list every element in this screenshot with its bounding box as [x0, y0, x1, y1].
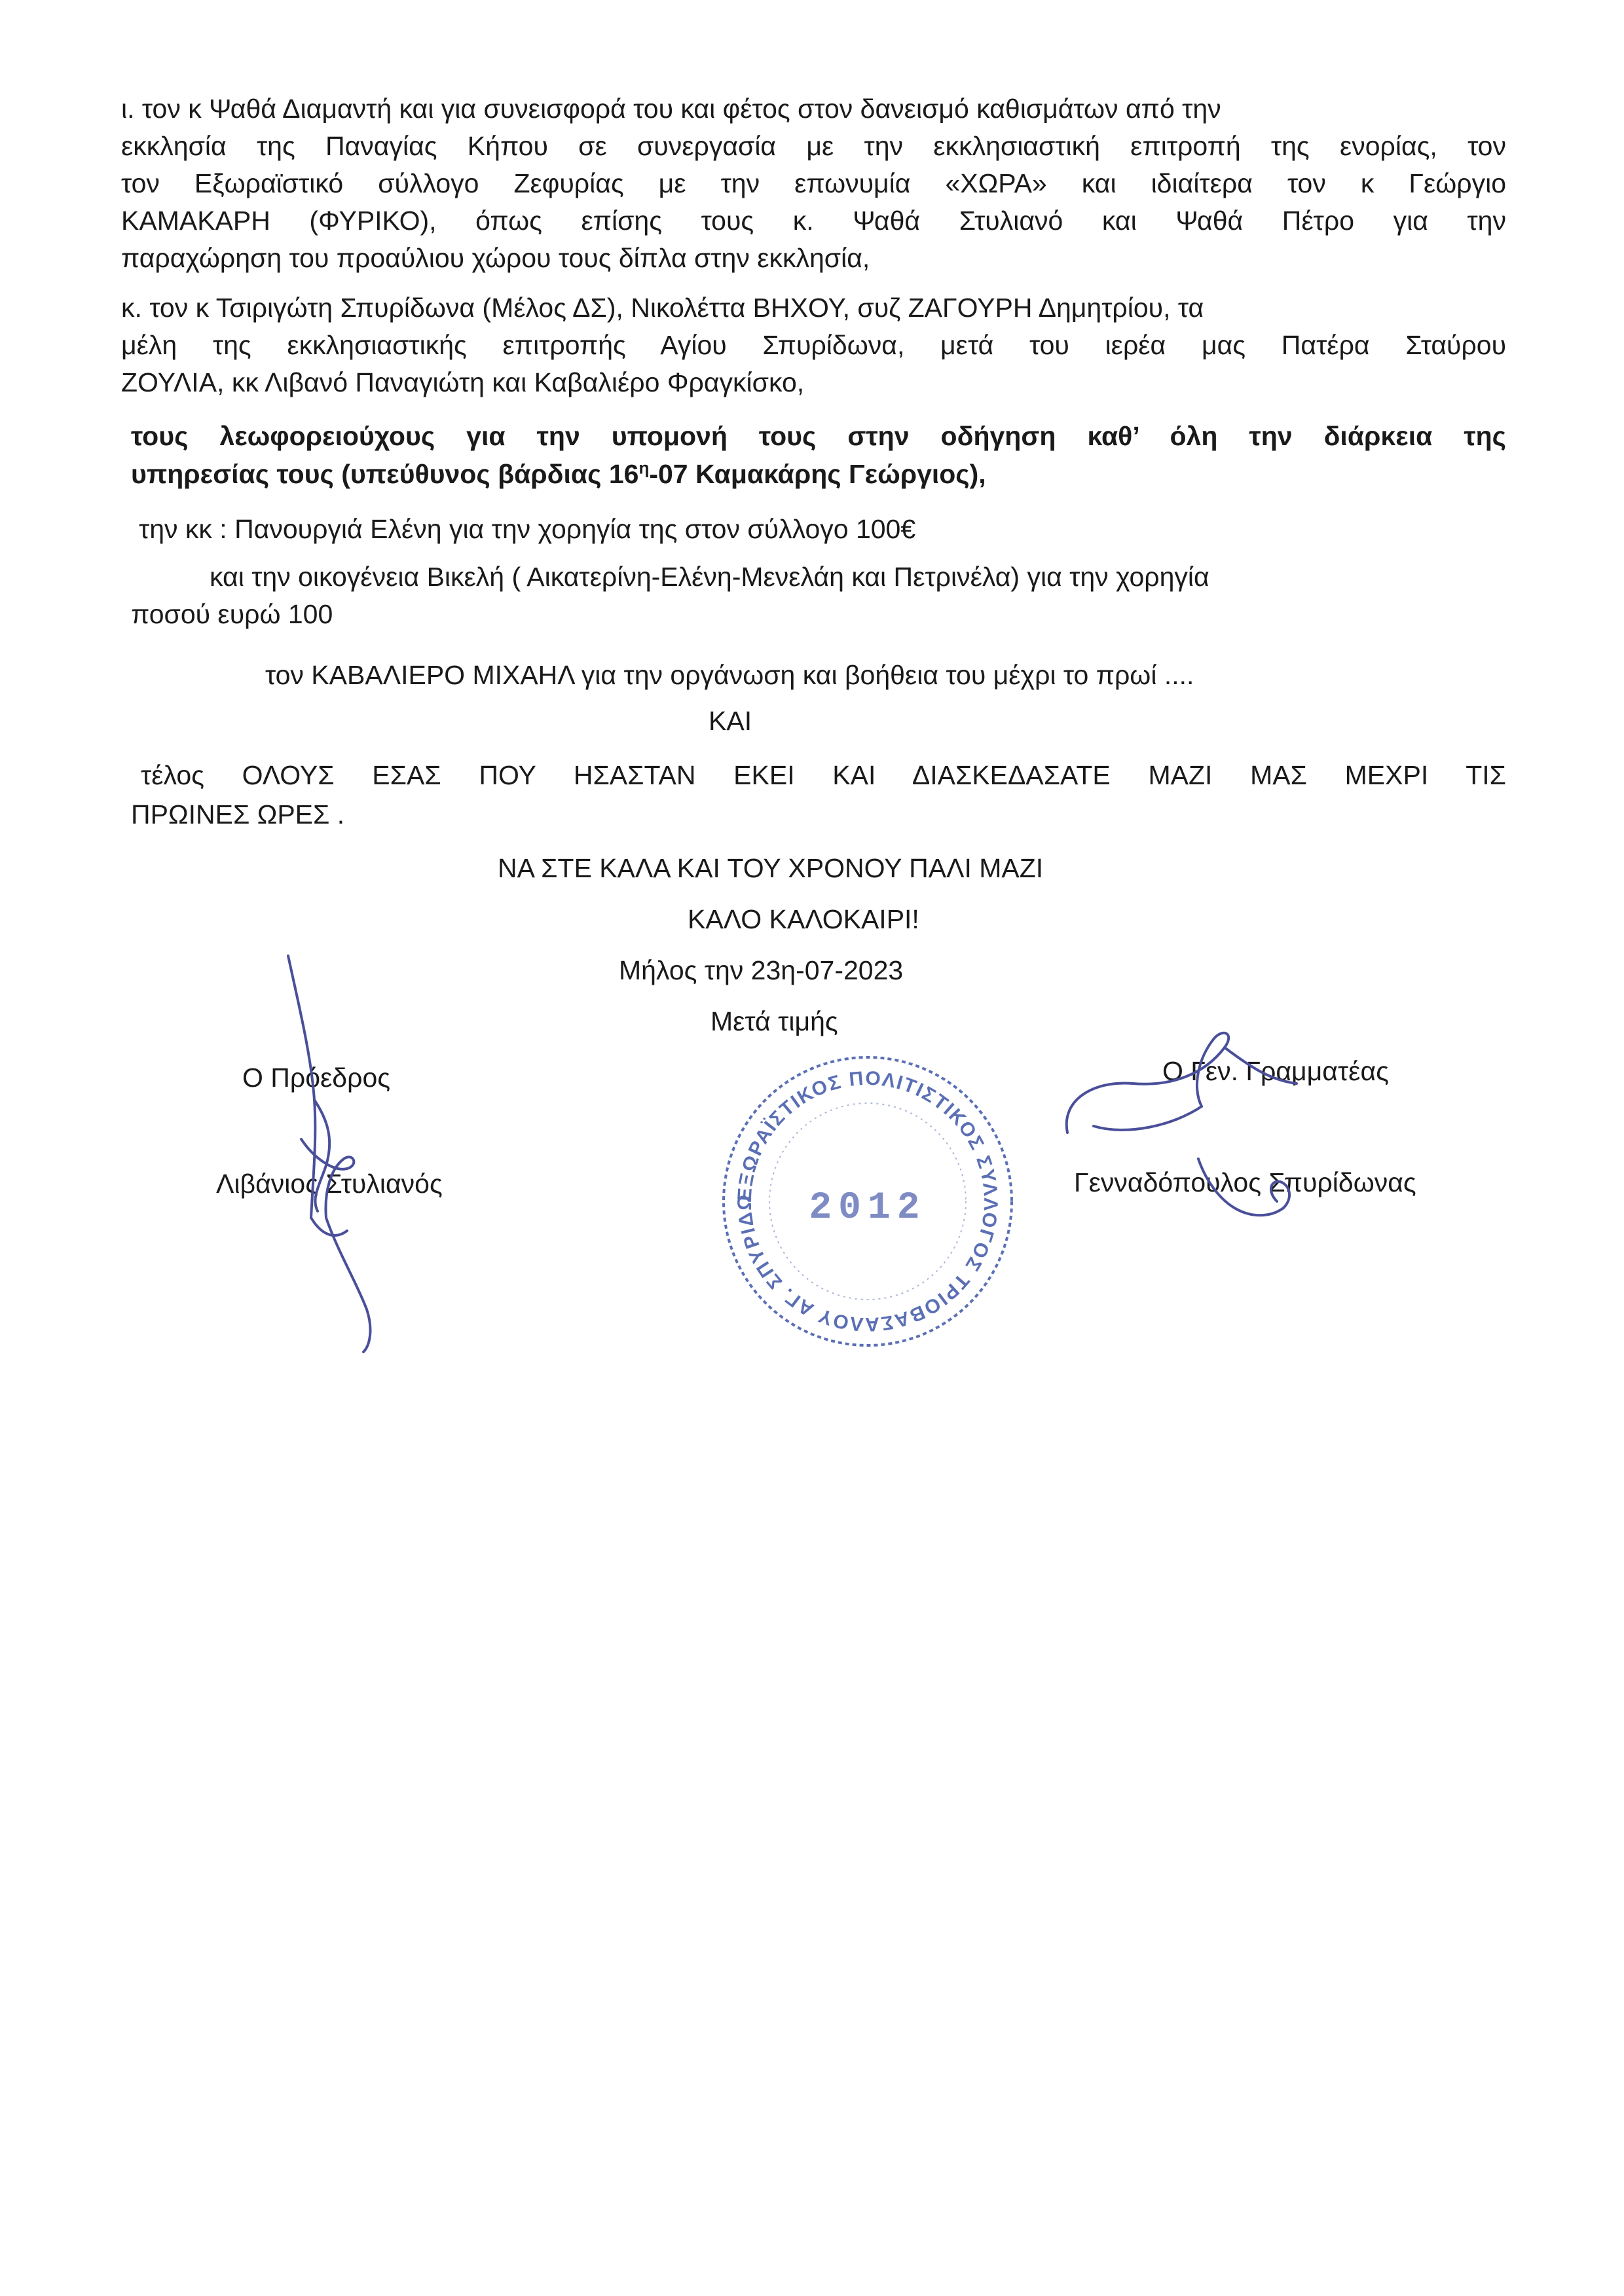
closing-place-date: Μήλος την 23η-07-2023	[619, 955, 904, 985]
paragraph-k-marker: κ.	[121, 293, 142, 323]
paragraph-sponsor-2-line-2: ποσού ευρώ 100	[131, 599, 333, 629]
paragraph-i-line-3: τον Εξωραϊστικό σύλλογο Ζεφυρίας με την επωνυμία «ΧΩΡΑ» και ιδιαίτερα τον κ Γεώργιο	[121, 168, 1506, 198]
closing-summer: ΚΑΛΟ ΚΑΛΟΚΑΙΡΙ!	[688, 904, 919, 934]
secretary-signature-icon	[1054, 1021, 1329, 1237]
paragraph-michail: τον ΚΑΒΑΛΙΕΡΟ ΜΙΧΑΗΛ για την οργάνωση και βοήθεια του μέχρι το πρωί ....	[265, 660, 1194, 690]
paragraph-i-text-1: τον κ Ψαθά Διαμαντή και για συνεισφορά του και φέτος στον δανεισμό καθισμάτων από την	[141, 94, 1221, 124]
paragraph-bus-line-2-b: -07 Καμακάρης Γεώργιος),	[649, 459, 986, 489]
paragraph-bus-line-2-a: υπηρεσίας τους (υπεύθυνος βάρδιας 16	[131, 459, 639, 489]
paragraph-k-line-3: ΖΟΥΛΙΑ, κκ Λιβανό Παναγιώτη και Καβαλιέρο Φραγκίσκο,	[121, 367, 805, 397]
organization-stamp-icon	[704, 1030, 1022, 1355]
superscript-eta: η	[638, 458, 650, 478]
paragraph-sponsor-2-line-1: και την οικογένεια Βικελή ( Αικατερίνη-Ελένη-Μενελάη και Πετρινέλα) για την χορηγία	[210, 562, 1209, 592]
paragraph-bus-line-1: τους λεωφορειούχους για την υπομονή τους στην οδήγηση καθ’ όλη την διάρκεια της	[131, 421, 1506, 451]
secretary-name: Γενναδόπουλος Σπυρίδωνας	[1074, 1167, 1416, 1197]
paragraph-i-line-5: παραχώρηση του προαύλιου χώρου τους δίπλα στην εκκλησία,	[121, 243, 870, 273]
kai-word: ΚΑΙ	[709, 706, 752, 736]
president-title: Ο Πρόεδρος	[242, 1063, 391, 1093]
paragraph-i-line-2: εκκλησία της Παναγίας Κήπου σε συνεργασία με την εκκλησιαστική επιτροπή της ενορίας, τον	[121, 131, 1506, 161]
paragraph-k-text-1: τον κ Τσιριγώτη Σπυρίδωνα (Μέλος ΔΣ), Νικολέττα ΒΗΧΟΥ, συζ ΖΑΓΟΥΡΗ Δημητρίου, τα	[149, 293, 1204, 323]
paragraph-sponsor-1: την κκ : Πανουργιά Ελένη για την χορηγία της στον σύλλογο 100€	[139, 514, 916, 544]
paragraph-final-line-2: ΠΡΩΙΝΕΣ ΩΡΕΣ .	[131, 799, 345, 829]
stamp-year: 2012	[809, 1187, 927, 1230]
paragraph-i-line-4: ΚΑΜΑΚΑΡΗ (ΦΥΡΙΚΟ), όπως επίσης τους κ. Ψαθά Στυλιανό και Ψαθά Πέτρο για την	[121, 206, 1506, 236]
paragraph-k-line-2: μέλη της εκκλησιαστικής επιτροπής Αγίου Σπυρίδωνα, μετά του ιερέα μας Πατέρα Σταύρου	[121, 330, 1506, 360]
president-name: Λιβάνιος Στυλιανός	[216, 1169, 443, 1199]
paragraph-i-marker: ι.	[121, 94, 135, 124]
paragraph-k-line-1	[121, 291, 1506, 325]
paragraph-final-line-1: τέλος ΟΛΟΥΣ ΕΣΑΣ ΠΟΥ ΗΣΑΣΤΑΝ ΕΚΕΙ ΚΑΙ ΔΙΑΣΚΕΔΑΣΑΤΕ ΜΑΖΙ ΜΑΣ ΜΕΧΡΙ ΤΙΣ	[141, 760, 1506, 790]
president-signature-icon	[249, 943, 419, 1362]
secretary-title: Ο Γεν. Γραμματέας	[1162, 1056, 1389, 1086]
paragraph-bus-line-2	[131, 457, 986, 491]
closing-wish: ΝΑ ΣΤΕ ΚΑΛΑ ΚΑΙ ΤΟΥ ΧΡΟΝΟΥ ΠΑΛΙ ΜΑΖΙ	[498, 853, 1044, 883]
closing-regards: Μετά τιμής	[710, 1006, 838, 1036]
paragraph-i-line-1	[121, 92, 1506, 126]
stamp-ring-text: ΕΞΩΡΑΪΣΤΙΚΟΣ ΠΟΛΙΤΙΣΤΙΚΟΣ ΣΥΛΛΟΓΟΣ ΤΡΙΟΒΑΣΑΛΟΥ ΑΓ. ΣΠΥΡΙΔΩΝΑ ΜΗΛΟΥ ★	[704, 1030, 1002, 1336]
